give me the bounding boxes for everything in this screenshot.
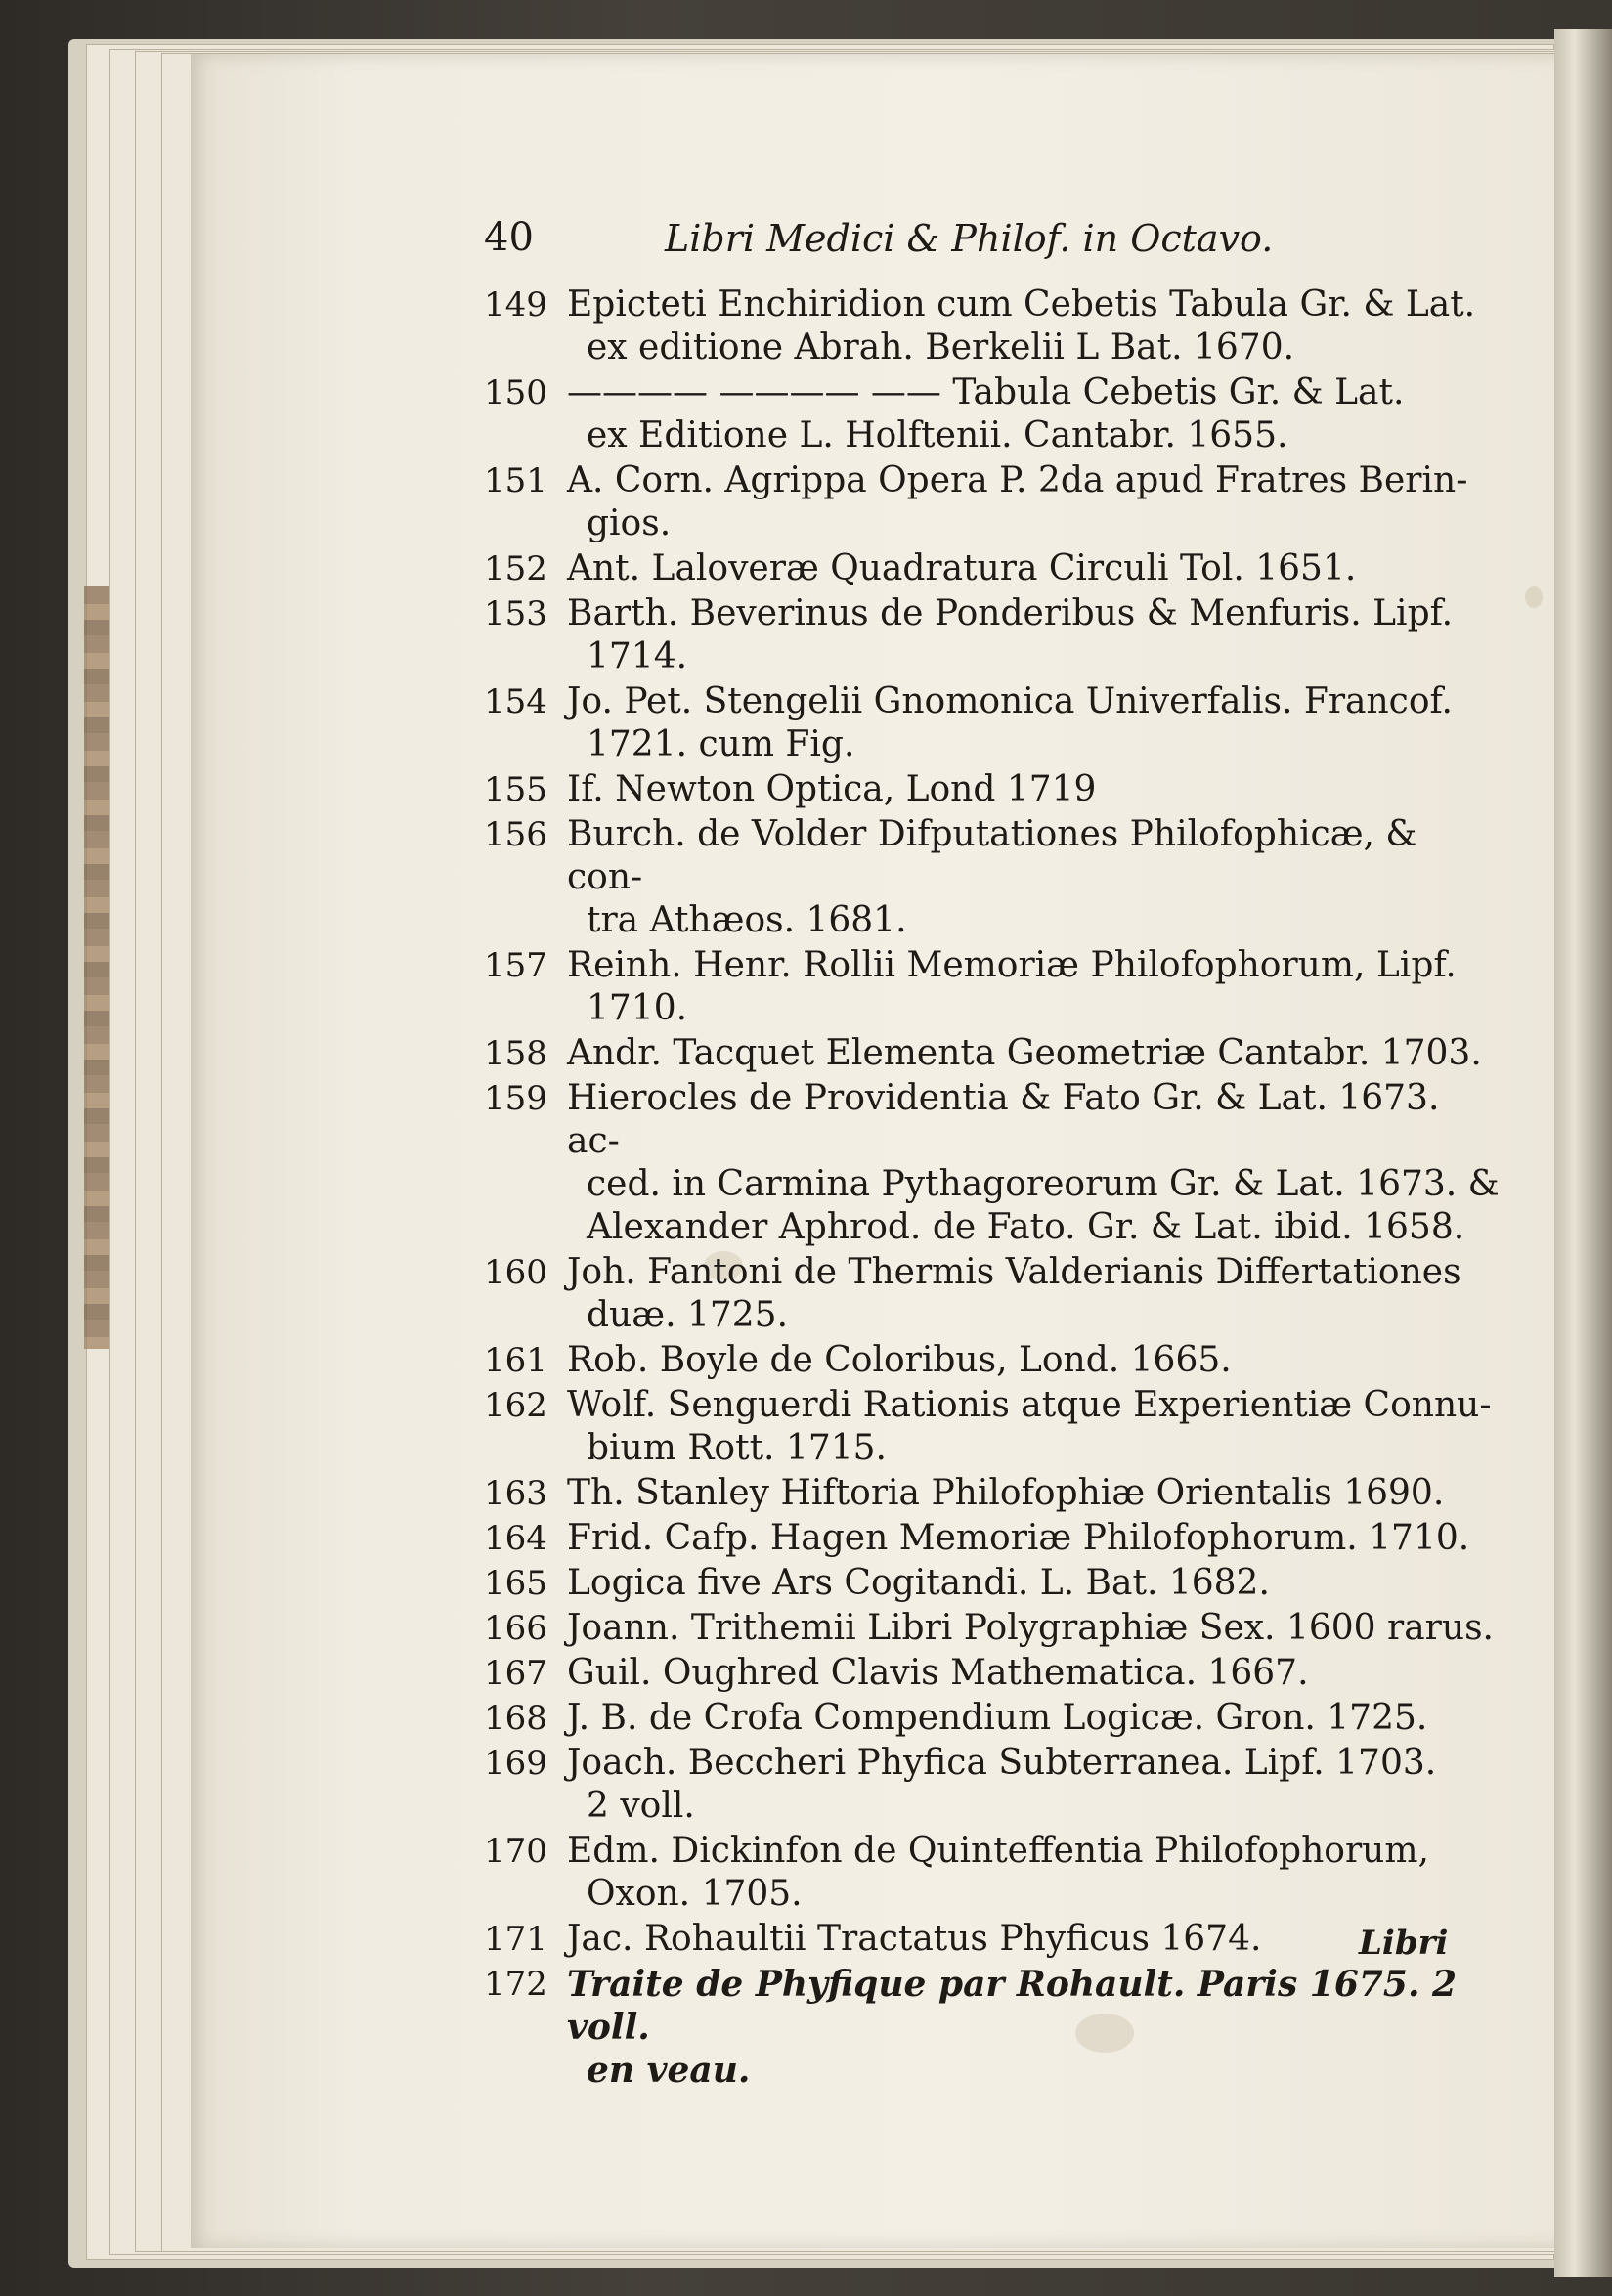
entry-title: If. Newton Optica, Lond 1719 [567,769,1097,809]
entry-number: 168 [484,1699,547,1738]
entry-title: Ant. Laloveræ Quadratura Circuli Tol. 1651. [567,548,1357,588]
catalogue-entry [484,1918,1501,1961]
entry-title: Epicteti Enchiridion cum Cebetis Tabula Gr. & Lat. [567,284,1476,325]
entry-title: Rob. Boyle de Coloribus, Lond. 1665. [567,1340,1232,1380]
entry-title: Jo. Pet. Stengelii Gnomonica Univerfalis. Francof. [567,681,1453,721]
entry-number: 169 [484,1744,547,1783]
entry-continuation: ex editione Abrah. Berkelii L Bat. 1670. [587,327,1295,368]
catalogue-entry [484,1032,1501,1075]
catalogue-entry [484,1251,1501,1337]
entry-list [484,283,1501,2092]
running-title: Libri Medici & Philof. in Octavo. [665,217,1274,260]
catalogue-entry [484,1652,1501,1695]
entry-number: 163 [484,1474,547,1513]
entry-continuation: Oxon. 1705. [587,1874,803,1914]
entry-title: Reinh. Henr. Rollii Memoriæ Philofophorum, Lipf. [567,945,1457,985]
entry-number: 164 [484,1519,547,1558]
entry-number: 159 [484,1079,547,1118]
entry-number: 156 [484,815,547,854]
entry-title: Burch. de Volder Difputationes Philofophicæ, & con- [567,814,1417,897]
entry-number: 161 [484,1341,547,1380]
catalogue-entry [484,1697,1501,1740]
entry-continuation: 1714. [587,636,688,676]
entry-number: 158 [484,1034,547,1073]
catalogue-entry [484,1607,1501,1650]
facing-page-edge [1554,29,1612,2277]
entry-title: Frid. Cafp. Hagen Memoriæ Philofophorum. 1710. [567,1518,1470,1558]
page-number: 40 [484,215,534,260]
entry-title: A. Corn. Agrippa Opera P. 2da apud Fratres Berin- [567,460,1468,500]
entry-title: J. B. de Crofa Compendium Logicæ. Gron. 1725. [567,1698,1428,1738]
page-header [484,215,1501,283]
entry-title: Barth. Beverinus de Ponderibus & Menfuris. Lipf. [567,593,1454,633]
entry-title: Andr. Tacquet Elementa Geometriæ Cantabr. 1703. [567,1033,1482,1073]
entry-continuation: Alexander Aphrod. de Fato. Gr. & Lat. ibid. 1658. [587,1207,1465,1247]
worn-binding-strip [84,586,109,1349]
entry-number: 149 [484,285,547,325]
entry-continuation: en veau. [587,2050,751,2091]
entry-number: 165 [484,1564,547,1603]
entry-title: Jac. Rohaultii Tractatus Phyficus 1674. [567,1919,1262,1959]
catalogue-entry [484,1517,1501,1560]
catalogue-entry [484,371,1501,457]
entry-number: 155 [484,770,547,809]
entry-continuation: 1710. [587,988,688,1028]
catalogue-entry [484,1742,1501,1828]
catalogue-entry [484,1077,1501,1249]
entry-number: 153 [484,594,547,633]
entry-continuation: 1721. cum Fig. [587,724,855,764]
catalogue-entry [484,592,1501,678]
entry-title: ———— ———— —— Tabula Cebetis Gr. & Lat. [567,372,1405,412]
catalogue-entry [484,459,1501,545]
entry-continuation: tra Athæos. 1681. [587,900,907,940]
entry-number: 167 [484,1654,547,1693]
entry-number: 160 [484,1253,547,1292]
catalogue-entry [484,1562,1501,1605]
catalogue-entry [484,944,1501,1030]
catalogue-entry [484,1830,1501,1916]
entry-continuation: gios. [587,503,672,543]
entry-title: Logica five Ars Cogitandi. L. Bat. 1682. [567,1563,1270,1603]
catalogue-entry [484,1339,1501,1382]
entry-number: 157 [484,946,547,985]
catalogue-entry [484,768,1501,811]
catalogue-entry [484,1963,1501,2092]
entry-continuation: 2 voll. [587,1786,695,1826]
entry-title: Joann. Trithemii Libri Polygraphiæ Sex. 1600 rarus. [567,1608,1494,1648]
entry-number: 151 [484,461,547,500]
entry-continuation: bium Rott. 1715. [587,1428,887,1468]
entry-number: 166 [484,1609,547,1648]
entry-number: 150 [484,373,547,412]
entry-title: Joh. Fantoni de Thermis Valderianis Differtationes [567,1252,1461,1292]
entry-number: 162 [484,1386,547,1425]
catalogue-entry [484,283,1501,369]
entry-title: Joach. Beccheri Phyfica Subterranea. Lipf. 1703. [567,1743,1437,1783]
entry-number: 170 [484,1832,547,1871]
entry-continuation: ex Editione L. Holftenii. Cantabr. 1655. [587,415,1288,455]
entry-title: Traite de Phyfique par Rohault. Paris 1675. 2 voll. [567,1964,1458,2048]
entry-title: Wolf. Senguerdi Rationis atque Experientiæ Connu- [567,1385,1492,1425]
catalogue-entry [484,1384,1501,1470]
entry-title: Th. Stanley Hiftoria Philofophiæ Orientalis 1690. [567,1473,1445,1513]
entry-number: 172 [484,1965,547,2004]
entry-number: 154 [484,682,547,721]
entry-number: 152 [484,549,547,588]
catalogue-entry [484,1472,1501,1515]
entry-number: 171 [484,1920,547,1959]
entry-continuation: duæ. 1725. [587,1295,789,1335]
entry-title: Hierocles de Providentia & Fato Gr. & Lat. 1673. ac- [567,1078,1440,1161]
entry-title: Guil. Oughred Clavis Mathematica. 1667. [567,1653,1309,1693]
catalogue-entry [484,680,1501,766]
entry-title: Edm. Dickinfon de Quinteffentia Philofophorum, [567,1831,1429,1871]
entry-continuation: ced. in Carmina Pythagoreorum Gr. & Lat. 1673. & [587,1164,1500,1204]
paper-stain [1525,586,1543,608]
catalogue-entry [484,547,1501,590]
catchword: Libri [1359,1924,1449,1963]
catalogue-entry [484,813,1501,942]
catalogue-text [484,215,1501,2094]
